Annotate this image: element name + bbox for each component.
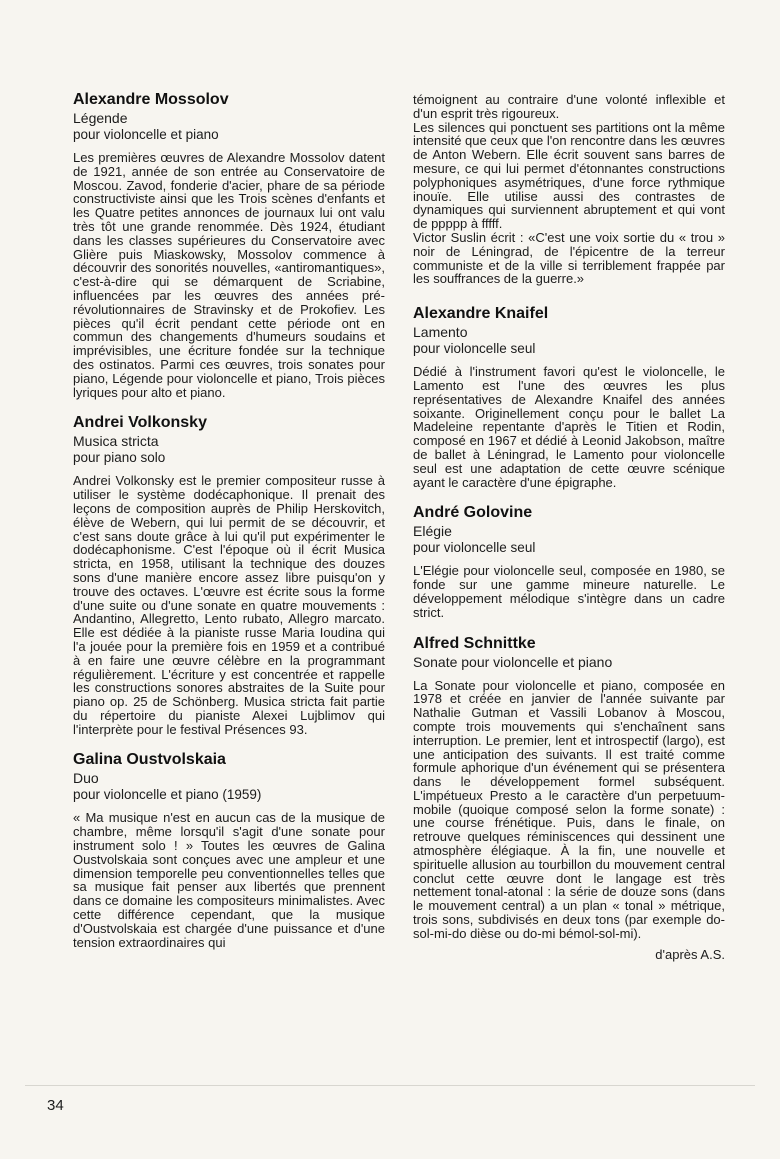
- instrumentation: pour piano solo: [73, 450, 166, 466]
- author-credit: d'après A.S.: [655, 946, 725, 962]
- composer-heading: Galina Oustvolskaia: [73, 751, 226, 769]
- body-paragraph: témoignent au contraire d'une volonté inflexible et d'un esprit très rigoureux.: [413, 92, 725, 121]
- body-paragraph: Les premières œuvres de Alexandre Mossolov datent de 1921, année de son entrée au Conservatoire de Moscou. Zavod, fonderie d'acier, phare de sa période constructiviste ainsi que les Trois scènes d'enfants et les Quatre petites annonces de journaux lui ont valu très tôt une grande renommée. Dès 1924, étudiant dans les classes supérieures du Conservatoire avec Glière puis Miaskowsky, Mossolov commence à découvrir des sonorités nouvelles, «antiromantiques», c'est-à-dire qui se démarquent de Scriabine, influencées par les œuvres des années pré-révolutionnaires de Stravinsky et de Prokofiev. Les pièces qu'il écrit pendant cette période ont en commun des changements d'humeurs soudains et imprévisibles, une écriture fondée sur la technique des ostinatos. Parmi ces œuvres, trois sonates pour piano, Légende pour violoncelle et piano, Trois pièces lyriques pour alto et piano.: [73, 150, 385, 400]
- body-paragraph: Dédié à l'instrument favori qu'est le violoncelle, le Lamento est l'une des œuvres les plus représentatives de Alexandre Knaifel des années soixante. Originellement conçu pour le ballet La Madeleine repentante d'après le Titien et Rodin, composé en 1967 et dédié à Leonid Jakobson, maître de ballet à Léningrad, le Lamento pour violoncelle seul est une adaptation de cette œuvre scénique ayant le caractère d'une épigraphe.: [413, 364, 725, 490]
- section-schnittke: [413, 634, 725, 963]
- section-oustvolskaia-continued: [413, 93, 725, 286]
- section-volkonsky: [73, 413, 385, 736]
- composer-heading: Alfred Schnittke: [413, 634, 536, 652]
- footer-divider: [25, 1085, 755, 1086]
- instrumentation: pour violoncelle et piano (1959): [73, 787, 262, 803]
- composer-heading: André Golovine: [413, 504, 533, 522]
- section-mossolov: [73, 90, 385, 399]
- work-title: Légende: [73, 110, 128, 126]
- work-title: Elégie: [413, 523, 452, 540]
- body-paragraph: Les silences qui ponctuent ses partitions ont la même intensité que ceux que l'on rencontre dans les œuvres de Anton Webern. Elle écrit souvent sans barres de mesure, ce qui lui permet d'étonnantes constructions polyphoniques asymétriques, d'une force rythmique inouïe. Elle utilise aussi des contrastes de dynamiques qui surviennent abruptement et qui vont de ppppp à fffff.: [413, 119, 725, 232]
- section-golovine: [413, 503, 725, 619]
- section-oustvolskaia: [73, 750, 385, 949]
- body-paragraph: L'Elégie pour violoncelle seul, composée en 1980, se fonde sur une gamme mineure naturelle. Le développement mélodique s'intègre dans un cadre strict.: [413, 563, 725, 620]
- instrumentation: pour violoncelle seul: [413, 540, 536, 556]
- section-knaifel: [413, 304, 725, 489]
- body-paragraph: Victor Suslin écrit : «C'est une voix sortie du « trou » noir de Léningrad, de l'épicentre de la terreur communiste et de la ville si terriblement frappée par les souffrances de la guerre.»: [413, 229, 725, 287]
- composer-heading: Alexandre Mossolov: [73, 91, 229, 108]
- page-number: 34: [47, 1097, 64, 1114]
- work-title: Duo: [73, 770, 99, 787]
- instrumentation: pour violoncelle et piano: [73, 127, 219, 142]
- left-column: [73, 90, 385, 963]
- composer-heading: Alexandre Knaifel: [413, 305, 549, 323]
- right-column: [413, 93, 725, 977]
- work-title: Lamento: [413, 324, 468, 341]
- composer-heading: Andrei Volkonsky: [73, 414, 207, 432]
- body-paragraph: « Ma musique n'est en aucun cas de la musique de chambre, même lorsqu'il s'agit d'une sonate pour instrument solo ! » Toutes les œuvres de Galina Oustvolskaia sont conçues avec une ampleur et une dimension temporelle peu conventionnelles telles que sa musique fait penser aux libertés que prennent dans ce domaine les compositeurs minimalistes. Avec cette différence cependant, que la musique d'Oustvolskaia est chargée d'une puissance et d'une tension extraordinaires qui: [73, 810, 385, 950]
- body-paragraph: Andrei Volkonsky est le premier compositeur russe à utiliser le système dodécaphonique. Il prenait des leçons de composition auprès de Philip Herskovitch, élève de Webern, qui lui permit de se découvrir, et c'est sans doute grâce à lui qu'il put expérimenter le dodécaphonisme. C'est l'époque où il écrit Musica stricta, en 1958, utilisant la technique des douzes sons d'une manière encore assez libre puisqu'on y trouve des octaves. L'œuvre est écrite sous la forme d'une suite ou d'une sonate en quatre mouvements : Andantino, Allegretto, Lento rubato, Allegro marcato. Elle est dédiée à la pianiste russe Maria Ioudina qui l'a jouée pour la première fois en 1959 et a contribué à en faire une œuvre célèbre en la programmant régulièrement. L'écriture y est concentrée et rappelle les constructions sonores abstraites de la Suite pour piano op. 25 de Schönberg. Musica stricta fait partie du répertoire du pianiste Alexei Lujblimov qui l'interprète pour le festival Présences 93.: [73, 473, 385, 737]
- work-title: Sonate pour violoncelle et piano: [413, 653, 613, 670]
- work-title: Musica stricta: [73, 433, 159, 450]
- body-paragraph: La Sonate pour violoncelle et piano, composée en 1978 et créée en janvier de l'année suivante par Nathalie Gutman et Vassili Lobanov à Moscou, compte trois mouvements qui s'enchaînent sans interruption. Le premier, lent et introspectif (largo), est une anticipation des suivants. Il est traité comme formule aphorique d'un événement qui se présentera dans le développement formel subséquent. L'impétueux Presto a le caractère d'un perpetuum-mobile (quoique composé selon la forme sonate) : une course frénétique. Puis, dans le finale, on retrouve quelques réminiscences qui dessinent une atmosphère élégiaque. À la fin, une nouvelle et spirituelle allusion au tourbillon du mouvement central conclut cette œuvre dont le langage est très nettement tonal-atonal : la série de douze sons (dans le mouvement central) a un plan « tonal » métrique, trois sons, subdivisés en deux tons (par exemple do-sol-mi-do dièse ou do-mi bémol-sol-mi).: [413, 677, 725, 941]
- instrumentation: pour violoncelle seul: [413, 341, 536, 357]
